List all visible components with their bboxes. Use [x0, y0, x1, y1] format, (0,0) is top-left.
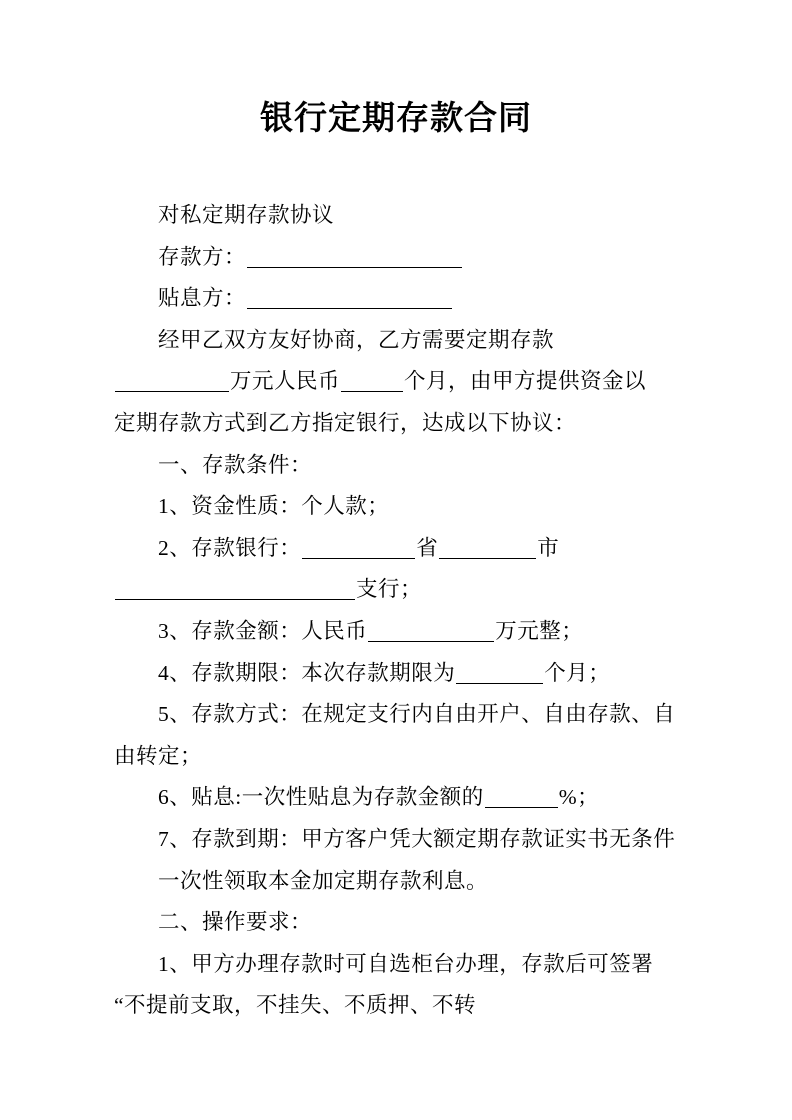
- document-line: [114, 195, 720, 237]
- text-segment: 对私定期存款协议: [158, 203, 335, 227]
- text-segment: 经甲乙双方友好协商，乙方需要定期存款: [158, 327, 555, 352]
- text-segment: 个月；: [544, 660, 611, 685]
- document-line: [114, 278, 720, 320]
- document-line: [114, 611, 720, 653]
- document-line: [114, 237, 720, 279]
- text-segment: 7、存款到期：甲方客户凭大额定期存款证实书无条件: [158, 826, 676, 851]
- blank-underline: [302, 536, 415, 559]
- document-title: 银行定期存款合同: [260, 101, 532, 137]
- blank-underline: [341, 370, 403, 393]
- document-line: [114, 944, 720, 986]
- document-line: [114, 985, 720, 1027]
- document-line: [114, 861, 720, 903]
- text-segment: 1、甲方办理存款时可自选柜台办理，存款后可签署: [158, 951, 654, 976]
- text-segment: 3、存款金额：人民币: [158, 618, 368, 643]
- text-segment: 二、操作要求：: [158, 910, 313, 935]
- blank-underline: [247, 287, 452, 310]
- text-segment: 一、存款条件：: [158, 452, 313, 477]
- blank-underline: [456, 661, 543, 684]
- text-segment: 定期存款方式到乙方指定银行，达成以下协议：: [114, 410, 577, 435]
- text-segment: %；: [558, 785, 600, 810]
- text-segment: 一次性领取本金加定期存款利息。: [158, 868, 489, 893]
- document-line: [114, 528, 720, 570]
- document-line: [114, 569, 720, 611]
- text-segment: 个月，由甲方提供资金以: [404, 369, 647, 394]
- document-line: [114, 486, 720, 528]
- text-segment: 支行；: [356, 577, 423, 602]
- text-segment: 万元整；: [495, 618, 584, 643]
- text-segment: 4、存款期限：本次存款期限为: [158, 660, 456, 685]
- document-line: [114, 445, 720, 487]
- blank-underline: [247, 245, 462, 268]
- blank-underline: [115, 578, 355, 601]
- document-line: [114, 694, 720, 736]
- text-segment: 贴息方：: [158, 286, 247, 311]
- text-segment: 2、存款银行：: [158, 535, 302, 560]
- text-segment: 6、贴息:一次性贴息为存款金额的: [158, 785, 484, 810]
- text-segment: 1、资金性质：个人款；: [158, 494, 390, 519]
- blank-underline: [439, 536, 536, 559]
- blank-underline: [115, 370, 229, 393]
- document-line: [114, 403, 720, 445]
- text-segment: 存款方：: [158, 244, 247, 269]
- blank-underline: [485, 786, 558, 809]
- text-segment: “不提前支取，不挂失、不质押、不转: [114, 993, 477, 1018]
- document-line: [114, 819, 720, 861]
- document-line: [114, 320, 720, 362]
- document-line: [114, 902, 720, 944]
- text-segment: 由转定；: [114, 743, 203, 768]
- text-segment: 万元人民币: [230, 369, 341, 394]
- document-body: [114, 195, 720, 1027]
- blank-underline: [368, 619, 494, 642]
- document-line: [114, 777, 720, 819]
- text-segment: 5、存款方式：在规定支行内自由开户、自由存款、自: [158, 702, 676, 727]
- document-line: [114, 653, 720, 695]
- text-segment: 市: [537, 535, 560, 560]
- document-line: [114, 361, 720, 403]
- text-segment: 省: [416, 535, 439, 560]
- document-line: [114, 736, 720, 778]
